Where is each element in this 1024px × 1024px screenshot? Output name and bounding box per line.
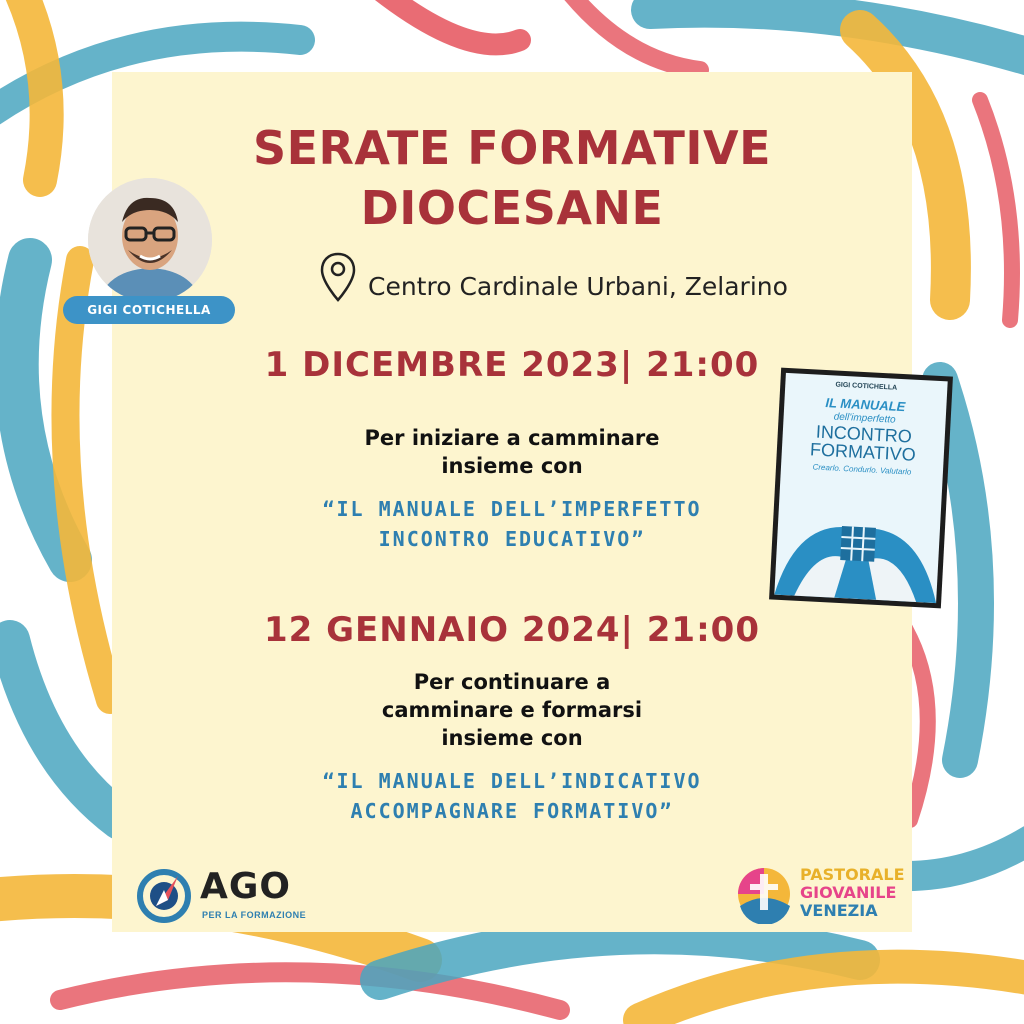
book-title-line-3: INCONTRO [815,421,913,447]
event-1-book-title [262,494,762,554]
event-2-description [312,668,712,752]
event-2-quote-line-2: ACCOMPAGNARE FORMATIVO” [350,799,674,823]
book-subtitle: Crearlo. Condurlo. Valutarlo [812,462,912,477]
event-1-desc-line-2: insieme con [441,454,583,478]
event-2-desc-line-2: camminare e formarsi [381,698,643,722]
pgv-logo-line-2: GIOVANILE [800,883,897,902]
ago-logo-subtitle: PER LA FORMAZIONE [202,910,307,920]
location-pin-icon [318,250,358,304]
event-2-desc-line-3: insieme con [441,726,583,750]
event-2-quote-line-1: “IL MANUALE DELL’INDICATIVO [322,769,702,793]
ago-logo-text: AGO [200,866,292,907]
compass-icon [134,864,194,924]
event-1-quote-line-2: INCONTRO EDUCATIVO” [378,527,646,551]
event-1-date: 1 DICEMBRE 2023| 21:00 [264,345,760,385]
pgv-logo-line-1: PASTORALE [800,865,905,884]
book-cover [769,368,953,609]
speaker-name-badge: GIGI COTICHELLA [63,296,235,324]
pgv-logo-line-3: VENEZIA [800,901,878,920]
event-1-description [312,424,712,480]
event-1-desc-line-1: Per iniziare a camminare [364,426,660,450]
book-title-line-1: IL MANUALE [825,395,906,415]
book-title-main [782,421,946,465]
book-title-line-4: FORMATIVO [809,439,917,465]
event-2-desc-line-1: Per continuare a [413,670,611,694]
event-2-book-title [262,766,762,826]
speaker-avatar [88,178,212,302]
book-author: GIGI COTICHELLA [835,381,898,392]
ago-logo [134,864,324,928]
hands-cube-illustration-icon [774,485,942,603]
book-title-line-2: dell'imperfetto [833,411,896,426]
pastorale-giovanile-logo [734,858,904,926]
title-line-1: SERATE FORMATIVE [252,121,772,175]
event-location: Centro Cardinale Urbani, Zelarino [368,272,788,301]
event-2-date: 12 GENNAIO 2024| 21:00 [263,610,760,650]
cross-wave-icon [734,860,794,924]
speaker-portrait-icon [88,178,212,302]
title-line-2: DIOCESANE [360,181,664,235]
event-1-quote-line-1: “IL MANUALE DELL’IMPERFETTO [322,497,702,521]
